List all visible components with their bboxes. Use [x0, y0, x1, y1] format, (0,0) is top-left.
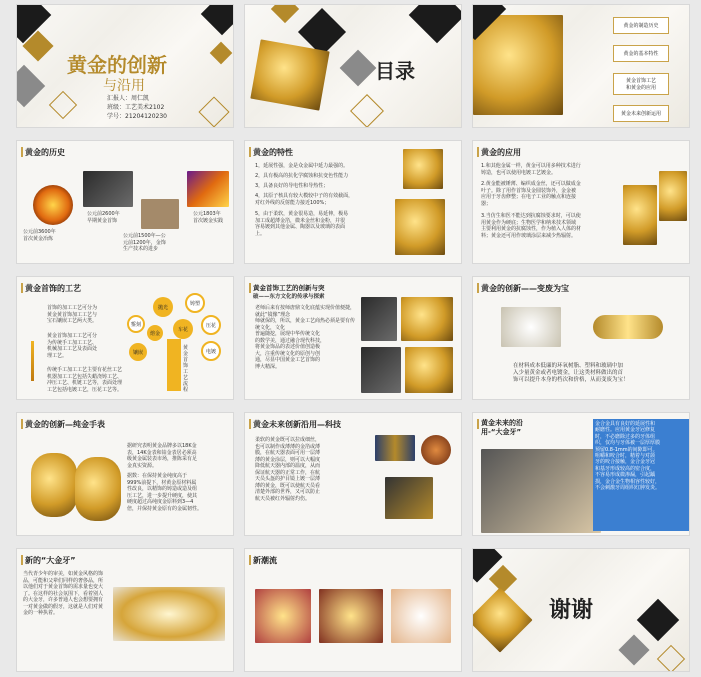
application-1: 1.和其他金属一样，黄金可以用多种技术进行 铸造，也可以使用电镀工艺镀金。 — [481, 163, 581, 176]
property-1: 1，延展性强，金是众金属中延力最强的。 — [255, 163, 349, 169]
timeline-bar — [31, 341, 34, 381]
jewelry-image-2 — [401, 297, 453, 341]
caption-2: 公元前2600年 早期黄金首饰 — [87, 211, 120, 224]
caption-1: 公元前3600年 首次黄金冶炼 — [23, 229, 56, 242]
toc-item-4[interactable]: 黄金未来创新运用 — [613, 105, 669, 122]
property-5: 5，由于柔软，黄金很易造，易延伸，极易 加工成超薄金箔，微米金丝和金粉，并很 容易镀到其他金属、陶器以及玻璃的表面 上。 — [255, 211, 349, 237]
slide-9[interactable] — [472, 276, 690, 400]
watch-body-2: 据数：在保持黄金纯度高于 999%前提下，材黄金原材料属 性改良，以精饰的铸造或造及组 压工艺，进一步提升硬度，使其 硬度超过高纯度金原料到3—4 倍，并保持黄金原有的金属韧性。 — [127, 473, 203, 512]
slide-header: 黄金的应用 — [481, 148, 521, 157]
jewelry-image-4 — [405, 347, 453, 393]
slide-10[interactable] — [16, 412, 234, 536]
tree-trunk-label: 黄金首饰工艺流程 — [183, 345, 189, 393]
slide-header: 黄金的创新—纯金手表 — [25, 420, 105, 429]
caption-3: 公元前1500年—公 元前1200年，金饰 生产技术的进步 — [123, 233, 166, 252]
slide-1[interactable] — [16, 4, 234, 128]
tree-node-4: 压花 — [201, 315, 221, 335]
deco-diamond — [198, 96, 229, 127]
capsules-image — [623, 185, 657, 245]
gold-grillz-image — [113, 587, 225, 641]
student-id: 学号：21204120230 — [107, 113, 167, 120]
teeth-image-3 — [391, 589, 451, 643]
slide-14[interactable] — [244, 548, 462, 672]
gold-blocks-image — [472, 587, 533, 652]
watch-body: 据研究表明黄金品牌多以18K金 表，14K金表和铂金表居必须高 级黄金属装表市场，推陈采有足 金真实资源。 — [127, 443, 198, 469]
slide-header: 黄金首饰的工艺 — [25, 284, 81, 293]
innovation-body: 老师后来有按师唐鼎文化底蕴实现价值便捷，就此“镜像”理念 师就保的，所以，黄金工艺商热必须是要有传统文化，文化 普遍随挖，展现中华传统文化 的数学美，通过融合现代科技， 将黄金饰品的表述价值创造极 大，注重传统文化的原创与创 通，尽显中国黄金工艺首饰的 博大精深。 — [255, 305, 356, 370]
deco-diamond — [350, 94, 384, 128]
grillz-body: 当代青少年的审美，如黄金风格的饰 品，可能和父辈们同样的奢侈品，所 以他们对于黄金首饰的需求量也变大 了。在这样的社会氛围下，看着别人 的大金牙，许多普通人也会想要拥有 一对黄金做的假牙，这就是人们对黄 金的一种执着。 — [23, 571, 104, 616]
craft-paragraph-2: 黄金首饰加工工艺可分 为传统手工加工工艺、 机械加工工艺及表面处 理工艺。 — [47, 333, 98, 359]
slide-15[interactable] — [472, 548, 690, 672]
header-bar — [477, 283, 479, 293]
smelting-image — [33, 185, 73, 225]
necklace-image — [83, 171, 133, 207]
gold-watch-image-1 — [31, 453, 77, 517]
deco-diamond — [201, 4, 234, 35]
slide-header: 黄金的历史 — [25, 148, 65, 157]
gold-leaf-image — [395, 199, 445, 255]
plating-image — [187, 171, 229, 207]
planet-image — [421, 435, 451, 465]
property-4: 4，其原子核具有较大模较中子的有效截面， 对红外线的反射能力接近100%； — [255, 193, 354, 206]
gold-watch-image-2 — [75, 457, 121, 521]
property-2: 2，具有极高的抗化学腐蚀和抗变色性能力 — [255, 173, 349, 179]
tree-node-2: 抛光 — [153, 297, 173, 317]
header-bar — [249, 419, 251, 429]
craft-paragraph-1: 首饰的加工工艺可分为 黄金黄首饰加工工艺与 宝石镶嵌工艺两大类。 — [47, 305, 98, 324]
header-bar — [21, 283, 23, 293]
gold-blocks-image — [473, 15, 563, 115]
chip-image — [385, 477, 433, 519]
info-box: 金合金具有良好的延展性和 耐磨性。应用黄金牙冠修复 时，不必磨除过多的牙体组 织，仅均与牙体被一层厚厚膜 预留0.8-1mm的间隙即可。 咀嚼和咬合时，精着与对颌 牙的咬合接触，金合金牙冠 和基牙形成较高的密合度， 不容易形成微渗漏，引起龋 损，金合金生物相容性较好， 不会刺激牙周组织红肿发炎。 — [593, 419, 689, 531]
header-bar — [249, 283, 251, 293]
slide-8[interactable] — [244, 276, 462, 400]
toc-item-3[interactable]: 黄金首饰工艺 和黄金的应用 — [613, 73, 669, 95]
deco-diamond — [637, 599, 679, 641]
header-bar — [477, 147, 479, 157]
caption-4: 公元1803年 首次镀金实践 — [193, 211, 224, 224]
thanks-title: 谢谢 — [549, 597, 594, 623]
gold-leaf-figure-image — [659, 171, 687, 221]
slide-header: 新潮流 — [253, 556, 277, 565]
slide-header: 新的“大金牙” — [25, 556, 76, 565]
jewelry-image-3 — [361, 347, 401, 393]
deco-diamond — [340, 50, 377, 87]
slide-3[interactable] — [472, 4, 690, 128]
property-3: 3，具备良好的导电性和导热性； — [255, 183, 329, 189]
class: 班级：工艺美术2102 — [107, 104, 165, 111]
tech-body: 柔软的黄金既可以拉成细丝， 也可以制作成薄薄的金箔或薄 膜，在航天器表面可用一层薄 薄的黄金涂层，则可以大幅度 降低航天器内部的温度，从而 保证航天器的正常工作，在航 天员头盔的护目镜上镀一层薄 薄的黄金，既可以使航天员看 清楚外部的世界，又可以防止 航天员被红外辐射灼伤。 — [255, 437, 321, 502]
resin-rings-image — [501, 307, 561, 347]
slide-header: 黄金未来的沿 用-“大金牙” — [481, 419, 523, 436]
slide-header: 黄金的特性 — [253, 148, 293, 157]
gold-nugget-image — [403, 149, 443, 189]
tree-node-6: 电镀 — [201, 341, 221, 361]
tree-node-3: 铸塑 — [185, 293, 205, 313]
header-bar — [21, 419, 23, 429]
slide-12[interactable] — [472, 412, 690, 536]
satellite-image — [375, 435, 415, 461]
tree-node-7: 镶嵌 — [129, 343, 147, 361]
tree-node-5: 车花 — [173, 319, 193, 339]
header-bar — [249, 147, 251, 157]
craft-image — [141, 199, 179, 229]
header-bar — [249, 555, 251, 565]
deco-diamond — [271, 4, 299, 23]
slide-header: 黄金的创新——变废为宝 — [481, 284, 569, 293]
slide-header: 黄金未来创新沿用—科技 — [253, 420, 341, 429]
header-bar — [21, 147, 23, 157]
tree-node-1: 錾刻 — [127, 315, 145, 333]
deco-diamond — [657, 645, 685, 672]
deco-diamond — [618, 634, 649, 665]
upcycle-body: 在材料成本低廉的环氧树脂、塑料和玻璃中加 入少量黄金或者电镀金，让这类材料做出的首 饰可以提升本身的档次和价格，从而变废为宝！ — [513, 363, 629, 383]
application-3: 3.当仿生和医不能达到抗腐蚀要求时，可以使 用黄金作为硬底；生物医学和纳米技术领域 主要利用黄金的抗腐蚀性，作为植入人体的材 料；黄金还可用作玻璃涂层来减少热辐射。 — [481, 213, 582, 239]
slide-5[interactable] — [244, 140, 462, 264]
deco-diamond — [210, 42, 233, 65]
title-line-2: 与沿用 — [103, 78, 145, 94]
slide-11[interactable] — [244, 412, 462, 536]
header-bar — [21, 555, 23, 565]
slide-2[interactable] — [244, 4, 462, 128]
toc-title: 目录 — [375, 59, 415, 83]
craft-paragraph-3: 传统手工加工工艺主要有花丝工艺 机器加工工艺包括失蜡浇铸工艺、 冲压工艺、机链工艺等，表面处理 工艺包括电镀工艺，压花工艺等。 — [47, 367, 123, 393]
presenter: 汇报人：周仁凯 — [107, 95, 150, 102]
deco-diamond — [49, 91, 77, 119]
deco-diamond — [16, 65, 45, 107]
teeth-image-2 — [319, 589, 383, 643]
tree-node-8: 熔金 — [147, 325, 163, 341]
toc-item-1[interactable]: 黄金的制造历史 — [613, 17, 669, 34]
gold-bracelet-image — [593, 315, 663, 339]
slide-header: 黄金首饰工艺的创新与突 — [253, 284, 325, 292]
jewelry-image-1 — [361, 297, 397, 341]
slide-13[interactable] — [16, 548, 234, 672]
slide-4[interactable] — [16, 140, 234, 264]
slide-6[interactable] — [472, 140, 690, 264]
deco-diamond — [489, 565, 517, 593]
tree-trunk — [167, 339, 181, 391]
slide-subheader: 破——东方文化的传承与探索 — [253, 294, 325, 300]
toc-item-2[interactable]: 黄金的基本特性 — [613, 45, 669, 62]
grillz-person-image — [481, 449, 601, 533]
process-tree — [127, 291, 231, 397]
gold-cubes-image — [250, 39, 329, 110]
slide-7[interactable] — [16, 276, 234, 400]
application-2: 2.黄金能被锤薄、编织成金丝，还可以做成金 叶子。除了用作首饰及金圆装饰外，金金被 应用于牙齿修整；在电子工业的触点和连接 器； — [481, 181, 581, 207]
deco-diamond — [409, 4, 462, 43]
teeth-image-1 — [255, 589, 311, 643]
title-line-1: 黄金的创新 — [67, 53, 167, 77]
header-bar — [477, 419, 479, 429]
